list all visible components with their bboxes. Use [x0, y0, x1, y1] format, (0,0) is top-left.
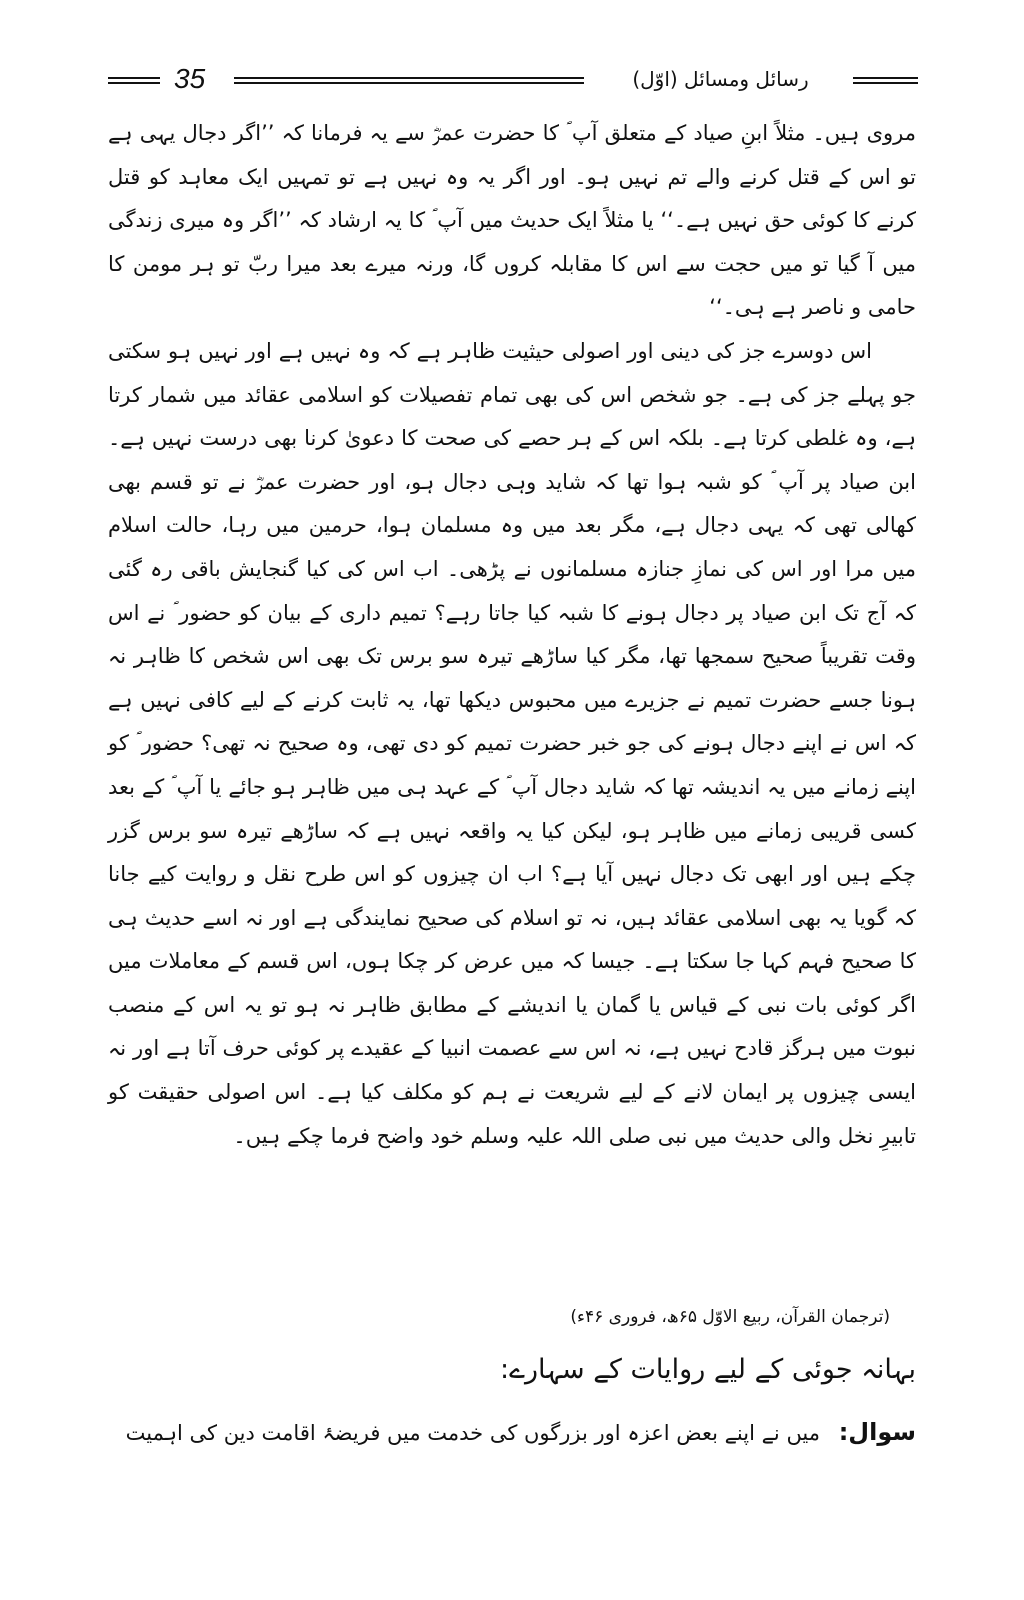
paragraph-1: مروی ہیں۔ مثلاً ابنِ صیاد کے متعلق آپ ؐ کا حضرت عمرؓ سے یہ فرمانا کہ ’’اگر دجال یہی ہے تو اس کے قتل کرنے والے تم نہیں ہو۔ اور اگر یہ وہ نہیں ہے تو تمہیں ایک معاہد کو قتل کرنے کا کوئی حق نہیں ہے۔‘‘ یا مثلاً ایک حدیث میں آپ ؐ کا یہ ارشاد کہ ’’اگر وہ میری زندگی میں آ گیا تو میں حجت سے اس کا مقابلہ کروں گا، ورنہ میرے بعد میرا ربّ تو ہر مومن کا حامی و ناصر ہے ہی۔‘‘	[108, 121, 916, 320]
citation: (ترجمان القرآن، ربیع الاوّل ۶۵ھ، فروری ۴۶ء)	[570, 1307, 890, 1327]
page-number: 35	[174, 63, 206, 94]
header-rule-left	[108, 77, 160, 84]
body-text	[108, 112, 916, 1158]
section-heading: بہانہ جوئی کے لیے روایات کے سہارے:	[500, 1354, 916, 1385]
paragraph-2: اس دوسرے جز کی دینی اور اصولی حیثیت ظاہر ہے کہ وہ نہیں ہے اور نہیں ہو سکتی جو پہلے جز کی ہے۔ جو شخص اس کی بھی تمام تفصیلات کو اسلامی عقائد میں شمار کرتا ہے، وہ غلطی کرتا ہے۔ بلکہ اس کے ہر حصے کی صحت کا دعویٰ کرنا بھی درست نہیں ہے۔ ابن صیاد پر آپ ؐ کو شبہ ہوا تھا کہ شاید وہی دجال ہو، اور حضرت عمرؓ نے تو قسم بھی کھالی تھی کہ یہی دجال ہے، مگر بعد میں وہ مسلمان ہوا، حرمین میں رہا، حالت اسلام میں مرا اور اس کی نمازِ جنازہ مسلمانوں نے پڑھی۔ اب اس کی کیا گنجایش باقی رہ گئی کہ آج تک ابن صیاد پر دجال ہونے کا شبہ کیا جاتا رہے؟ تمیم داری کے بیان کو حضور ؐ نے اس وقت تقریباً صحیح سمجھا تھا، مگر کیا ساڑھے تیرہ سو برس تک بھی اس شخص کا ظاہر نہ ہونا جسے حضرت تمیم نے جزیرے میں محبوس دیکھا تھا، یہ ثابت کرنے کے لیے کافی نہیں ہے کہ اس نے اپنے دجال ہونے کی جو خبر حضرت تمیم کو دی تھی، وہ صحیح نہ تھی؟ حضور ؐ کو اپنے زمانے میں یہ اندیشہ تھا کہ شاید دجال آپ ؐ کے عہد ہی میں ظاہر ہو جائے یا آپ ؐ کے بعد کسی قریبی زمانے میں ظاہر ہو، لیکن کیا یہ واقعہ نہیں ہے کہ ساڑھے تیرہ سو برس گزر چکے ہیں اور ابھی تک دجال نہیں آیا ہے؟ اب ان چیزوں کو اس طرح نقل و روایت کیے جانا کہ گویا یہ بھی اسلامی عقائد ہیں، نہ تو اسلام کی صحیح نمایندگی ہے اور نہ اسے حدیث ہی کا صحیح فہم کہا جا سکتا ہے۔ جیسا کہ میں عرض کر چکا ہوں، اس قسم کے معاملات میں اگر کوئی بات نبی کے قیاس یا گمان یا اندیشے کے مطابق ظاہر نہ ہو تو یہ اس کے منصب نبوت میں ہرگز قادح نہیں ہے، نہ اس سے عصمت انبیا کے عقیدے پر کوئی حرف آتا ہے اور نہ ایسی چیزوں پر ایمان لانے کے لیے شریعت نے ہم کو مکلف کیا ہے۔ اس اصولی حقیقت کو تابیرِ نخل والی حدیث میں نبی صلی اللہ علیہ وسلم خود واضح فرما چکے ہیں۔	[108, 338, 916, 1148]
question-text: میں نے اپنے بعض اعزہ اور بزرگوں کی خدمت میں فریضۂ اقامت دین کی اہمیت	[125, 1421, 821, 1445]
header-rule-right	[853, 77, 918, 84]
header-rule-middle	[234, 77, 584, 84]
book-title: رسائل ومسائل (اوّل)	[632, 67, 809, 91]
question-label: سوال:	[838, 1418, 916, 1446]
question-paragraph	[108, 1410, 916, 1455]
running-header	[108, 62, 918, 96]
